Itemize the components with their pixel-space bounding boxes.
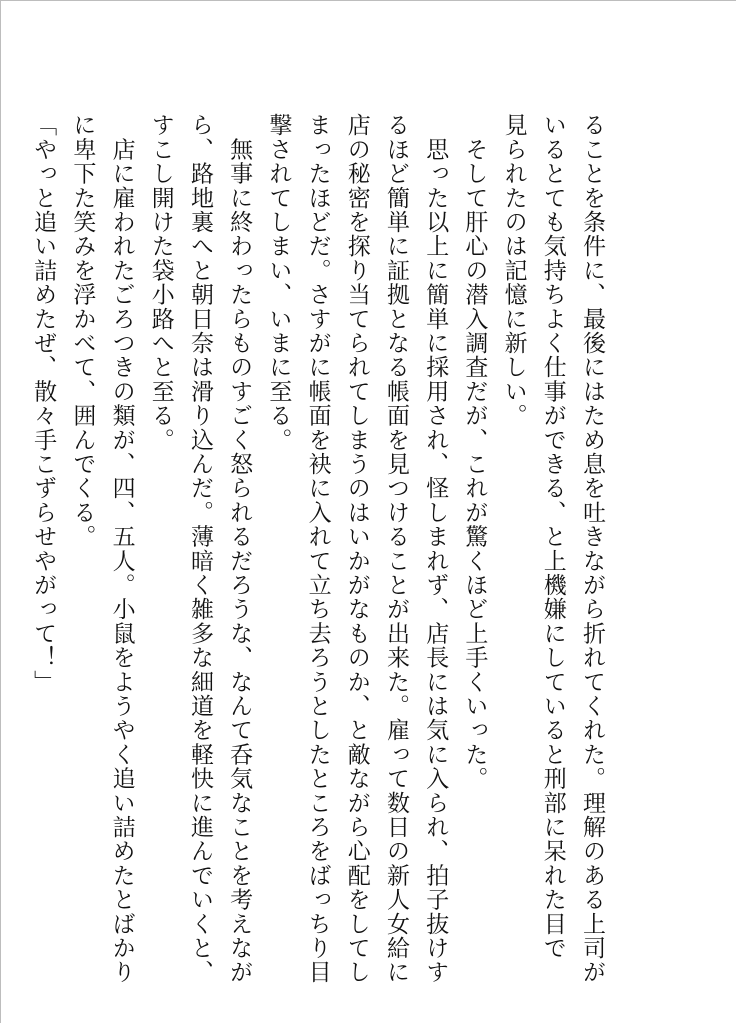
text-line: すこし開けた袋小路へと至る。 [147, 113, 174, 452]
text-line: ることを条件に、最後にはため息を吐きながら折れてくれた。理解のある上司が [579, 113, 605, 985]
text-line: 店に雇われたごろつきの類が、四、五人。小鼠をようやく追い詰めたとばかり [108, 113, 135, 985]
text-line: 無事に終わったらものすごく怒られるだろうな、なんて呑気なことを考えなが [226, 113, 253, 985]
text-line: まったほどだ。さすがに帳面を袂に入れて立ち去ろうとしたところをばっちり目 [304, 113, 331, 985]
text-line: ら、路地裏へと朝日奈は滑り込んだ。薄暗く雑多な細道を軽快に進んでいくと、 [186, 113, 213, 985]
vertical-text-body [23, 113, 611, 985]
text-line: るほど簡単に証拠となる帳面を見つけることが出来た。雇って数日の新人女給に [382, 113, 409, 985]
text-line: 思った以上に簡単に採用され、怪しまれず、店長には気に入られ、拍子抜けす [422, 113, 449, 985]
text-line: に卑下た笑みを浮かべて、囲んでくる。 [69, 113, 96, 549]
text-line: そして肝心の潜入調査だが、これが驚くほど上手くいった。 [461, 113, 488, 791]
text-line: いるとても気持ちよく仕事ができる、と上機嫌にしていると刑部に呆れた目で [539, 113, 566, 960]
text-line: 「やっと追い詰めたぜ、散々手こずらせやがって！」 [30, 113, 57, 694]
text-line: 撃されてしまい、いまに至る。 [265, 113, 292, 452]
text-line: 見られたのは記憶に新しい。 [500, 113, 527, 428]
text-line: 店の秘密を探り当てられてしまうのはいかがなものか、と敵ながら心配をしてし [343, 113, 370, 985]
